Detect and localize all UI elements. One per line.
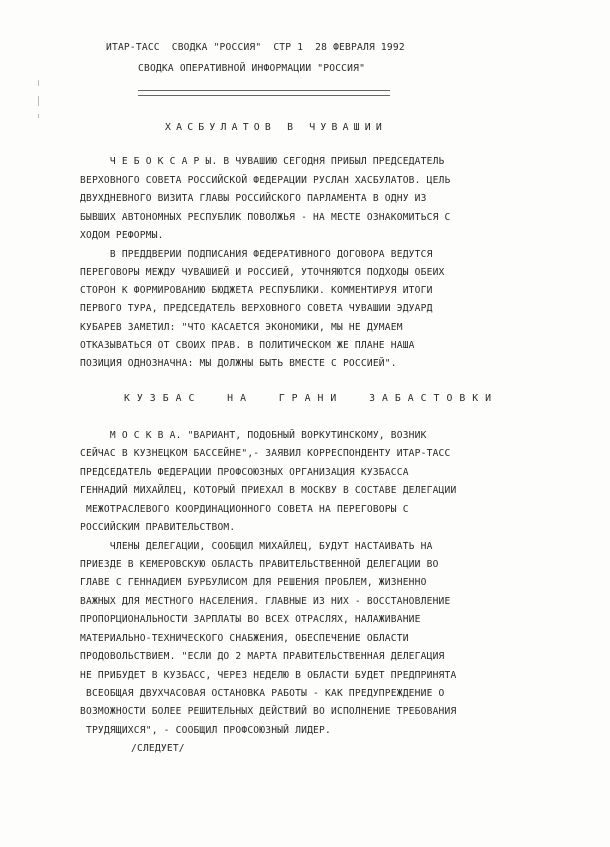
article-2-line: ГЛАВЕ С ГЕННАДИЕМ БУРБУЛИСОМ ДЛЯ РЕШЕНИЯ ПРОБЛЕМ, ЖИЗНЕННО: [80, 577, 427, 588]
margin-mark: [38, 80, 39, 86]
article-2-line: ВОЗМОЖНОСТИ БОЛЕЕ РЕШИТЕЛЬНЫХ ДЕЙСТВИЙ ВО ИСПОЛНЕНИЕ ТРЕБОВАНИЯ: [80, 706, 457, 717]
article-2-line: ВАЖНЫХ ДЛЯ МЕСТНОГО НАСЕЛЕНИЯ. ГЛАВНЫЕ ИЗ НИХ - ВОССТАНОВЛЕНИЕ: [80, 596, 451, 607]
article-2-line: МЕЖОТРАСЛЕВОГО КООРДИНАЦИОННОГО СОВЕТА НА ПЕРЕГОВОРЫ С: [80, 504, 409, 515]
article-2-line: ВСЕОБЩАЯ ДВУХЧАСОВАЯ ОСТАНОВКА РАБОТЫ - КАК ПРЕДУПРЕЖДЕНИЕ О: [80, 688, 445, 699]
article-1-title: ХАСБУЛАТОВ В ЧУВАШИИ: [165, 122, 387, 133]
margin-mark: [38, 114, 39, 118]
article-1-line: ОТКАЗЫВАТЬСЯ ОТ СВОИХ ПРАВ. В ПОЛИТИЧЕСКОМ ЖЕ ПЛАНЕ НАША: [80, 340, 415, 351]
article-1-line: КУБАРЕВ ЗАМЕТИЛ: "ЧТО КАСАЕТСЯ ЭКОНОМИКИ, МЫ НЕ ДУМАЕМ: [80, 322, 403, 333]
article-1-line: СТОРОН К ФОРМИРОВАНИЮ БЮДЖЕТА РЕСПУБЛИКИ. КОММЕНТИРУЯ ИТОГИ: [80, 285, 433, 296]
article-2-line: ПРИЕЗДЕ В КЕМЕРОВСКУЮ ОБЛАСТЬ ПРАВИТЕЛЬСТВЕННОЙ ДЕЛЕГАЦИИ ВО: [80, 559, 439, 570]
article-2-line: М О С К В А. "ВАРИАНТ, ПОДОБНЫЙ ВОРКУТИНСКОМУ, ВОЗНИК: [80, 430, 427, 441]
article-2-line: МАТЕРИАЛЬНО-ТЕХНИЧЕСКОГО СНАБЖЕНИЯ, ОБЕСПЕЧЕНИЕ ОБЛАСТИ: [80, 633, 409, 644]
article-1-line: ПЕРЕГОВОРЫ МЕЖДУ ЧУВАШИЕЙ И РОССИЕЙ, УТОЧНЯЮТСЯ ПОДХОДЫ ОБЕИХ: [80, 267, 445, 278]
article-1-line: ДВУХДНЕВНОГО ВИЗИТА ГЛАВЫ РОССИЙСКОГО ПАРЛАМЕНТА В ОДНУ ИЗ: [80, 193, 427, 204]
article-1-line: БЫВШИХ АВТОНОМНЫХ РЕСПУБЛИК ПОВОЛЖЬЯ - НА МЕСТЕ ОЗНАКОМИТЬСЯ С: [80, 212, 451, 223]
article-2-line: НЕ ПРИБУДЕТ В КУЗБАСС, ЧЕРЕЗ НЕДЕЛЮ В ОБЛАСТИ БУДЕТ ПРЕДПРИНЯТА: [80, 670, 457, 681]
article-2-line: ЧЛЕНЫ ДЕЛЕГАЦИИ, СООБЩИЛ МИХАЙЛЕЦ, БУДУТ НАСТАИВАТЬ НА: [80, 541, 433, 552]
article-1-line: ВЕРХОВНОГО СОВЕТА РОССИЙСКОЙ ФЕДЕРАЦИИ РУСЛАН ХАСБУЛАТОВ. ЦЕЛЬ: [80, 175, 451, 186]
article-2-line: РОССИЙСКИМ ПРАВИТЕЛЬСТВОМ.: [80, 522, 236, 533]
header-line-1: ИТАР-ТАСС СВОДКА "РОССИЯ" СТР 1 28 ФЕВРАЛЯ 1992: [106, 42, 405, 53]
continuation-note: /СЛЕДУЕТ/: [131, 743, 185, 754]
margin-mark: [38, 96, 39, 106]
article-2-line: ПРОПОРЦИОНАЛЬНОСТИ ЗАРПЛАТЫ ВО ВСЕХ ОТРАСЛЯХ, НАЛАЖИВАНИЕ: [80, 614, 421, 625]
article-1-line: ХОДОМ РЕФОРМЫ.: [80, 230, 164, 241]
article-1-line: ПЕРВОГО ТУРА, ПРЕДСЕДАТЕЛЬ ВЕРХОВНОГО СОВЕТА ЧУВАШИИ ЭДУАРД: [80, 303, 433, 314]
article-2-title: КУЗБАС НА ГРАНИ ЗАБАСТОВКИ: [124, 393, 499, 404]
article-1-line: В ПРЕДДВЕРИИ ПОДПИСАНИЯ ФЕДЕРАТИВНОГО ДОГОВОРА ВЕДУТСЯ: [80, 249, 433, 260]
header-rule: [138, 90, 390, 96]
article-2-line: ТРУДЯЩИХСЯ", - СООБЩИЛ ПРОФСОЮЗНЫЙ ЛИДЕР.: [80, 725, 331, 736]
article-2-line: СЕЙЧАС В КУЗНЕЦКОМ БАССЕЙНЕ",- ЗАЯВИЛ КОРРЕСПОНДЕНТУ ИТАР-ТАСС: [80, 448, 451, 459]
article-2-line: ПРЕДСЕДАТЕЛЬ ФЕДЕРАЦИИ ПРОФСОЮЗНЫХ ОРГАНИЗАЦИЯ КУЗБАССА: [80, 467, 409, 478]
header-line-2: СВОДКА ОПЕРАТИВНОЙ ИНФОРМАЦИИ "РОССИЯ": [138, 63, 366, 74]
article-1-line: Ч Е Б О К С А Р Ы. В ЧУВАШИЮ СЕГОДНЯ ПРИБЫЛ ПРЕДСЕДАТЕЛЬ: [80, 156, 445, 167]
article-2-line: ГЕННАДИЙ МИХАЙЛЕЦ, КОТОРЫЙ ПРИЕХАЛ В МОСКВУ В СОСТАВЕ ДЕЛЕГАЦИИ: [80, 485, 457, 496]
article-1-line: ПОЗИЦИЯ ОДНОЗНАЧНА: МЫ ДОЛЖНЫ БЫТЬ ВМЕСТЕ С РОССИЕЙ".: [80, 358, 397, 369]
article-2-line: ПРОДОВОЛЬСТВИЕМ. "ЕСЛИ ДО 2 МАРТА ПРАВИТЕЛЬСТВЕННАЯ ДЕЛЕГАЦИЯ: [80, 651, 445, 662]
